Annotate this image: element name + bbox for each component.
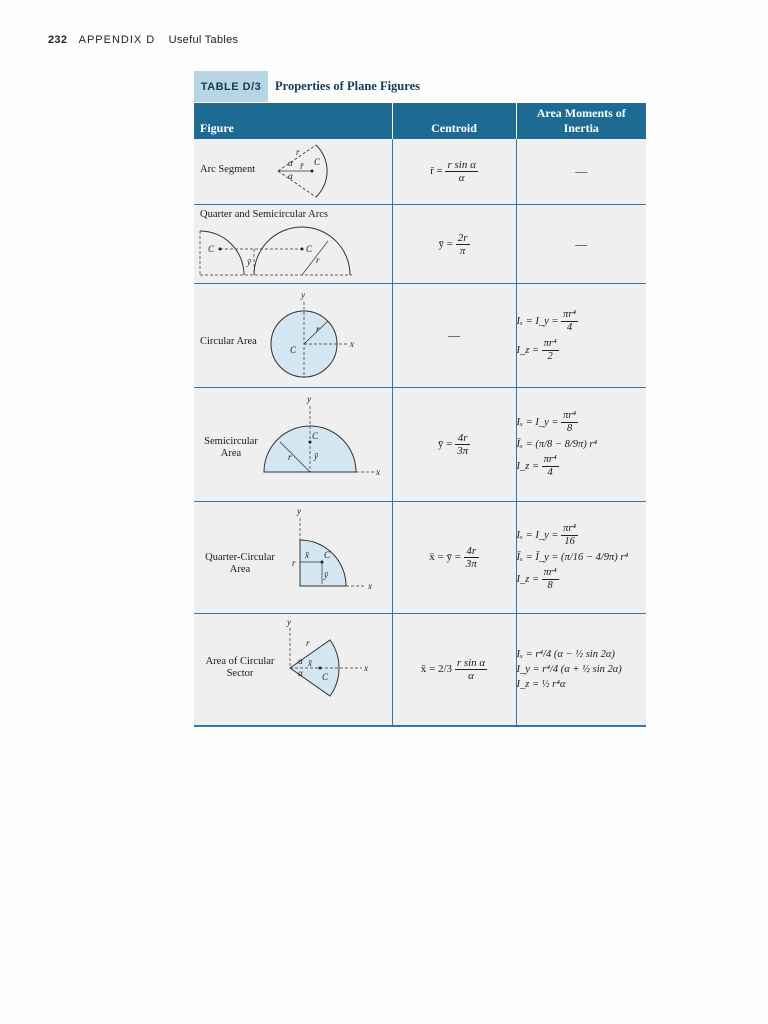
table-header-row <box>194 103 646 139</box>
fraction-numerator: πr⁴ <box>543 567 557 578</box>
inertia-cell <box>516 502 646 614</box>
equation-fraction <box>561 523 578 548</box>
column-header-centroid: Centroid <box>392 103 516 139</box>
centroid-fraction <box>455 657 487 682</box>
centroid-cell: — <box>392 284 516 388</box>
fraction-denominator: 2 <box>547 350 553 362</box>
equation-fraction <box>542 454 559 479</box>
inertia-equation: I_y = r⁴/4 (α + ½ sin 2α) <box>516 664 622 675</box>
svg-text:α: α <box>288 171 293 181</box>
fraction-denominator: 3π <box>465 558 477 570</box>
inertia-cell <box>516 614 646 727</box>
figure-cell <box>194 502 392 614</box>
fraction-numerator: 4r <box>455 432 470 445</box>
svg-text:C: C <box>322 672 329 682</box>
fraction-numerator: 2r <box>457 231 468 244</box>
centroid-lhs: x̄ = <box>420 663 436 676</box>
centroid-cell <box>392 388 516 502</box>
svg-text:y: y <box>301 290 305 300</box>
fraction-denominator: 4 <box>566 321 573 333</box>
centroid-coefficient: 2/3 <box>438 663 453 676</box>
inertia-cell: — <box>516 205 646 284</box>
inertia-cell <box>516 284 646 388</box>
svg-text:r: r <box>316 255 320 265</box>
svg-text:ȳ: ȳ <box>324 570 328 580</box>
svg-text:C: C <box>306 244 313 254</box>
figure-cell <box>194 614 392 727</box>
centroid-lhs: ȳ = <box>437 438 453 451</box>
fraction-denominator: 16 <box>564 536 575 547</box>
figure-name: Circular Area <box>200 336 257 347</box>
fraction-denominator: α <box>468 670 474 682</box>
table-row <box>194 502 646 614</box>
svg-text:y: y <box>287 618 291 627</box>
svg-text:r: r <box>316 324 320 334</box>
figure-cell <box>194 388 392 502</box>
equation-fraction <box>542 567 559 592</box>
page-number: 232 <box>48 34 68 46</box>
table-row <box>194 388 646 502</box>
fraction-denominator: π <box>459 244 466 257</box>
fraction-numerator: r sin α <box>447 159 476 171</box>
fraction-numerator: πr⁴ <box>543 337 557 349</box>
table-row <box>194 205 646 284</box>
section-label: Useful Tables <box>168 34 239 46</box>
equation-lhs: Iₓ = I_y = <box>516 315 559 327</box>
svg-text:C: C <box>324 550 331 560</box>
inertia-cell: — <box>516 139 646 205</box>
inertia-equation: Iₓ = r⁴/4 (α − ½ sin 2α) <box>516 649 615 660</box>
table-row <box>194 139 646 205</box>
fraction-numerator: 4r <box>464 545 479 558</box>
svg-text:r: r <box>292 558 296 568</box>
svg-text:x: x <box>364 663 368 673</box>
svg-text:r: r <box>288 452 292 462</box>
centroid-fraction <box>445 159 477 184</box>
svg-text:r: r <box>306 638 310 648</box>
centroid-lhs: x̄ = ȳ = <box>429 551 461 564</box>
svg-text:C: C <box>290 345 297 355</box>
fraction-denominator: α <box>458 172 465 184</box>
circular-area-diagram <box>264 288 364 384</box>
equation-lhs: I_z = <box>516 460 540 472</box>
figure-cell <box>194 205 392 284</box>
inertia-equation: Īₓ = Ī_y = (π/16 − 4/9π) r⁴ <box>516 552 629 563</box>
inertia-equation <box>517 454 647 479</box>
equation-fraction <box>561 309 578 334</box>
svg-text:α: α <box>288 158 293 168</box>
fraction-denominator: 8 <box>566 423 573 434</box>
fraction-denominator: 3π <box>457 445 469 457</box>
figure-name: Quarter-Circular Area <box>205 552 275 575</box>
centroid-fraction <box>455 432 470 457</box>
inertia-equation <box>517 567 647 592</box>
svg-text:x: x <box>350 339 354 349</box>
figure-name: Quarter and Semicircular Arcs <box>200 209 328 220</box>
fraction-numerator: r sin α <box>456 657 486 669</box>
equation-lhs: Iₓ = I_y = <box>516 416 559 428</box>
svg-text:r: r <box>296 147 300 157</box>
semicircular-area-diagram <box>262 392 390 478</box>
quarter-circular-area-diagram <box>290 506 384 596</box>
centroid-lhs: ȳ = <box>438 237 453 250</box>
inertia-equation <box>517 338 647 363</box>
column-header-figure: Figure <box>194 103 392 139</box>
centroid-cell <box>392 614 516 727</box>
figure-name: Area of Circular Sector <box>205 656 275 679</box>
equation-lhs: I_z = <box>516 344 540 356</box>
equation-lhs: Iₓ = I_y = <box>516 529 559 541</box>
arcs-diagram <box>198 223 358 281</box>
table-title: Properties of Plane Figures <box>275 79 420 93</box>
inertia-equation <box>517 523 647 548</box>
svg-text:x̄: x̄ <box>308 658 312 668</box>
fraction-denominator: 8 <box>547 580 553 591</box>
inertia-equation: I_z = ½ r⁴α <box>516 679 566 690</box>
svg-text:x: x <box>368 581 372 591</box>
svg-text:C: C <box>314 157 321 167</box>
svg-text:y: y <box>307 394 311 404</box>
fraction-numerator: πr⁴ <box>563 410 577 421</box>
svg-text:α: α <box>298 668 303 678</box>
centroid-lhs: r̄ = <box>430 165 443 178</box>
svg-text:α: α <box>298 656 303 666</box>
equation-fraction <box>542 338 559 363</box>
centroid-fraction <box>456 232 470 257</box>
figure-name: Semicircular Area <box>204 436 258 459</box>
running-header <box>48 34 238 46</box>
centroid-fraction <box>464 545 479 570</box>
figure-cell <box>194 139 392 205</box>
svg-text:y: y <box>297 506 301 516</box>
inertia-equation: Īₓ = (π/8 − 8/9π) r⁴ <box>516 439 598 450</box>
svg-text:C: C <box>312 431 319 441</box>
svg-text:x̄: x̄ <box>305 550 309 560</box>
centroid-cell <box>392 139 516 205</box>
fraction-denominator: 4 <box>547 467 553 478</box>
svg-text:x: x <box>376 467 380 477</box>
equation-fraction <box>561 410 578 435</box>
fraction-numerator: πr⁴ <box>543 454 557 465</box>
column-header-inertia: Area Moments of Inertia <box>516 103 646 139</box>
equation-lhs: I_z = <box>516 573 540 585</box>
fraction-numerator: πr⁴ <box>563 308 577 320</box>
appendix-label: APPENDIX D <box>78 34 156 46</box>
svg-text:C: C <box>208 244 215 254</box>
svg-text:ȳ: ȳ <box>314 451 318 461</box>
inertia-cell <box>516 388 646 502</box>
fraction-numerator: πr⁴ <box>563 523 577 534</box>
arc-segment-diagram <box>272 141 357 201</box>
svg-text:ȳ: ȳ <box>247 257 251 267</box>
svg-text:r̄: r̄ <box>300 161 304 171</box>
table-row <box>194 614 646 727</box>
table-label: TABLE D/3 <box>194 71 268 102</box>
inertia-equation <box>517 410 647 435</box>
centroid-cell <box>392 502 516 614</box>
properties-table <box>194 103 646 727</box>
centroid-cell <box>392 205 516 284</box>
inertia-equation <box>517 309 647 334</box>
figure-cell <box>194 284 392 388</box>
table-row <box>194 284 646 388</box>
figure-name: Arc Segment <box>200 164 256 175</box>
circular-sector-diagram <box>282 618 382 704</box>
